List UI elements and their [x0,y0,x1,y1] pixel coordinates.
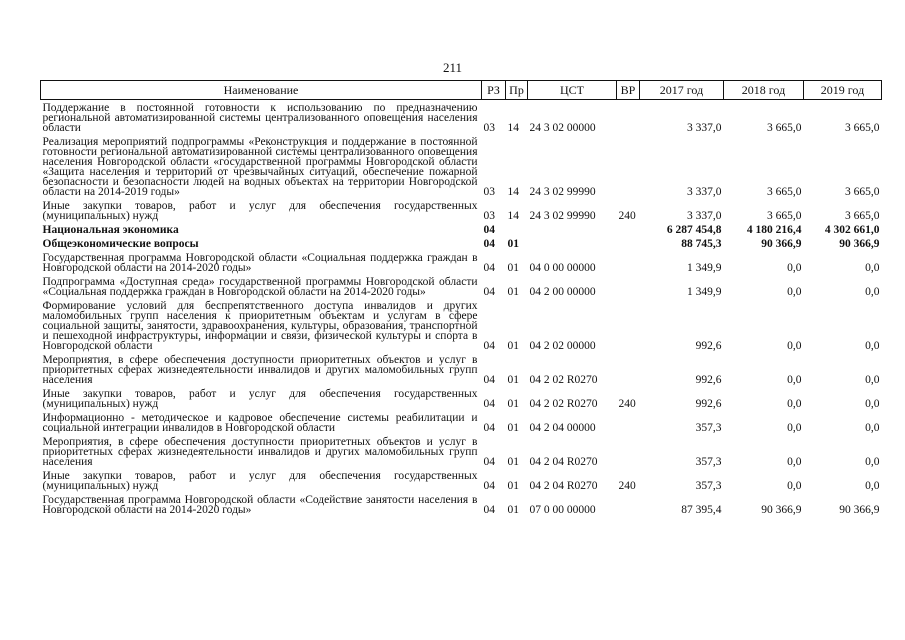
table-row [41,468,882,492]
row-2019-value: 3 665,0 [845,210,880,222]
row-name: Информационно - методическое и кадровое обеспечение системы реабилитации и социальной интеграции инвалидов в Новгородской области [42,412,478,434]
row-2018-value: 0,0 [787,480,802,492]
row-2017-value: 992,6 [695,374,722,386]
row-2018-value: 0,0 [787,340,802,352]
row-rz: 03 [483,210,495,222]
row-pr: 01 [507,374,519,386]
row-2019-value: 3 665,0 [845,186,880,198]
header-2017: 2017 год [640,81,724,100]
row-cst: 04 2 00 00000 [529,286,596,298]
table-row [41,250,882,274]
row-2019-value: 0,0 [865,340,880,352]
row-2019-value: 3 665,0 [845,122,880,134]
row-2017-value: 1 349,9 [687,262,722,274]
row-cst: 04 2 04 R0270 [529,480,598,492]
row-vr [617,410,640,434]
row-pr: 14 [507,186,519,198]
header-cst: ЦСТ [528,81,617,100]
table-row [41,434,882,468]
row-2017-value: 1 349,9 [687,286,722,298]
table-row [41,410,882,434]
table-row [41,492,882,516]
row-2017-value: 357,3 [695,422,722,434]
row-rz: 04 [483,262,495,274]
row-pr: 01 [507,480,519,492]
row-name: Иные закупки товаров, работ и услуг для обеспечения государственных (муниципальных) нужд [42,388,478,410]
row-2018-value: 4 180 216,4 [746,224,802,236]
row-2019-value: 0,0 [865,374,880,386]
row-cst: 24 3 02 99990 [529,210,596,222]
row-name: Формирование условий для беспрепятственного доступа инвалидов и других маломобильных групп населения к приоритетным объектам и услугам в сфере социальной защиты, занятости, здравоохранения, культуры, образования, транспортной и пешеходной инфраструктуры, информации и связи, физической культуры и спорта в Новгородской области [42,300,478,352]
header-2018: 2018 год [724,81,804,100]
row-rz: 04 [483,504,495,516]
row-vr [617,274,640,298]
header-2019: 2019 год [804,81,882,100]
row-pr: 01 [507,504,519,516]
row-name: Реализация мероприятий подпрограммы «Реконструкция и поддержание в постоянной готовности региональной автоматизированной системы централизованного оповещения населения Новгородской области «государственной программы Новгородской области «Защита населения и территорий от чрезвычайных ситуаций, обеспечение пожарной безопасности и безопасности людей на водных объектах на территории Новгородской области на 2014-2019 годы» [42,136,478,198]
table-row [41,352,882,386]
row-2019-value: 0,0 [865,480,880,492]
row-2017-value: 3 337,0 [687,122,722,134]
row-name: Общеэкономические вопросы [42,238,199,250]
row-2019-value: 90 366,9 [839,504,880,516]
row-rz: 04 [483,224,495,236]
row-vr: 240 [618,480,636,492]
header-pr: Пр [506,81,528,100]
row-cst: 04 2 04 00000 [529,422,596,434]
table-row [41,236,882,250]
row-rz: 04 [483,480,495,492]
row-name: Мероприятия, в сфере обеспечения доступности приоритетных объектов и услуг в приоритетных сферах жизнедеятельности инвалидов и других маломобильных групп населения [42,436,478,468]
row-cst [528,236,617,250]
row-2019-value: 0,0 [865,398,880,410]
row-2019-value: 0,0 [865,286,880,298]
row-2019-value: 4 302 661,0 [824,224,880,236]
row-rz: 04 [483,238,495,250]
row-2019-value: 0,0 [865,262,880,274]
row-cst: 24 3 02 99990 [529,186,596,198]
row-rz: 04 [483,456,495,468]
row-cst: 04 0 00 00000 [529,262,596,274]
row-rz: 03 [483,122,495,134]
row-2019-value: 0,0 [865,456,880,468]
row-name: Иные закупки товаров, работ и услуг для обеспечения государственных (муниципальных) нужд [42,470,478,492]
row-vr [617,236,640,250]
row-name: Национальная экономика [42,224,179,236]
table-row [41,386,882,410]
row-2018-value: 0,0 [787,422,802,434]
row-rz: 04 [483,398,495,410]
row-pr: 01 [507,456,519,468]
table-row [41,198,882,222]
row-2018-value: 0,0 [787,456,802,468]
row-vr: 240 [618,210,636,222]
row-2018-value: 0,0 [787,262,802,274]
row-cst: 04 2 04 R0270 [529,456,598,468]
row-name: Поддержание в постоянной готовности к использованию по предназначению региональной автоматизированной системы централизованного оповещения населения области [42,102,478,134]
row-2017-value: 6 287 454,8 [666,224,722,236]
row-pr: 01 [507,422,519,434]
row-vr [617,434,640,468]
header-rz: РЗ [482,81,506,100]
row-cst: 07 0 00 00000 [529,504,596,516]
row-2018-value: 3 665,0 [767,210,802,222]
table-row [41,274,882,298]
row-pr: 01 [507,286,519,298]
row-vr [617,492,640,516]
row-2017-value: 357,3 [695,480,722,492]
row-cst: 04 2 02 R0270 [529,374,598,386]
row-vr [617,100,640,135]
row-cst: 04 2 02 R0270 [529,398,598,410]
row-2017-value: 992,6 [695,340,722,352]
row-name: Иные закупки товаров, работ и услуг для обеспечения государственных (муниципальных) нужд [42,200,478,222]
row-2018-value: 0,0 [787,398,802,410]
row-name: Мероприятия, в сфере обеспечения доступности приоритетных объектов и услуг в приоритетных сферах жизнедеятельности инвалидов и других маломобильных групп населения [42,354,478,386]
row-2018-value: 90 366,9 [761,504,802,516]
row-pr: 01 [507,262,519,274]
row-name: Государственная программа Новгородской области «Социальная поддержка граждан в Новгородской области на 2014-2020 годы» [42,252,478,274]
row-name: Подпрограмма «Доступная среда» государственной программы Новгородской области «Социальная поддержка граждан в Новгородской области на 2014-2020 годы» [42,276,478,298]
row-pr: 01 [507,238,519,250]
row-rz: 03 [483,186,495,198]
row-rz: 04 [483,374,495,386]
row-2018-value: 0,0 [787,374,802,386]
page-number: 211 [442,60,463,75]
row-2018-value: 0,0 [787,286,802,298]
table-header-row [41,81,882,100]
row-2017-value: 357,3 [695,456,722,468]
row-vr [617,134,640,198]
row-rz: 04 [483,286,495,298]
row-2019-value: 90 366,9 [839,238,880,250]
row-cst: 24 3 02 00000 [529,122,596,134]
row-2017-value: 87 395,4 [681,504,722,516]
row-vr: 240 [618,398,636,410]
row-vr [617,250,640,274]
row-pr: 14 [507,122,519,134]
row-2017-value: 992,6 [695,398,722,410]
row-name: Государственная программа Новгородской области «Содействие занятости населения в Новгородской области на 2014-2020 годы» [42,494,478,516]
budget-table [40,80,882,516]
row-vr [617,222,640,236]
row-vr [617,298,640,352]
table-row [41,298,882,352]
table-row [41,100,882,135]
row-vr [617,352,640,386]
row-rz: 04 [483,422,495,434]
table-row [41,222,882,236]
header-name: Наименование [41,81,482,100]
row-2017-value: 88 745,3 [681,238,722,250]
row-rz: 04 [483,340,495,352]
row-2017-value: 3 337,0 [687,210,722,222]
row-2019-value: 0,0 [865,422,880,434]
row-pr: 01 [507,398,519,410]
row-cst [528,222,617,236]
row-2018-value: 3 665,0 [767,122,802,134]
row-cst: 04 2 02 00000 [529,340,596,352]
header-vr: ВР [617,81,640,100]
table-row [41,134,882,198]
row-2018-value: 90 366,9 [761,238,802,250]
row-pr: 01 [507,340,519,352]
row-2018-value: 3 665,0 [767,186,802,198]
row-pr [506,222,528,236]
row-pr: 14 [507,210,519,222]
row-2017-value: 3 337,0 [687,186,722,198]
